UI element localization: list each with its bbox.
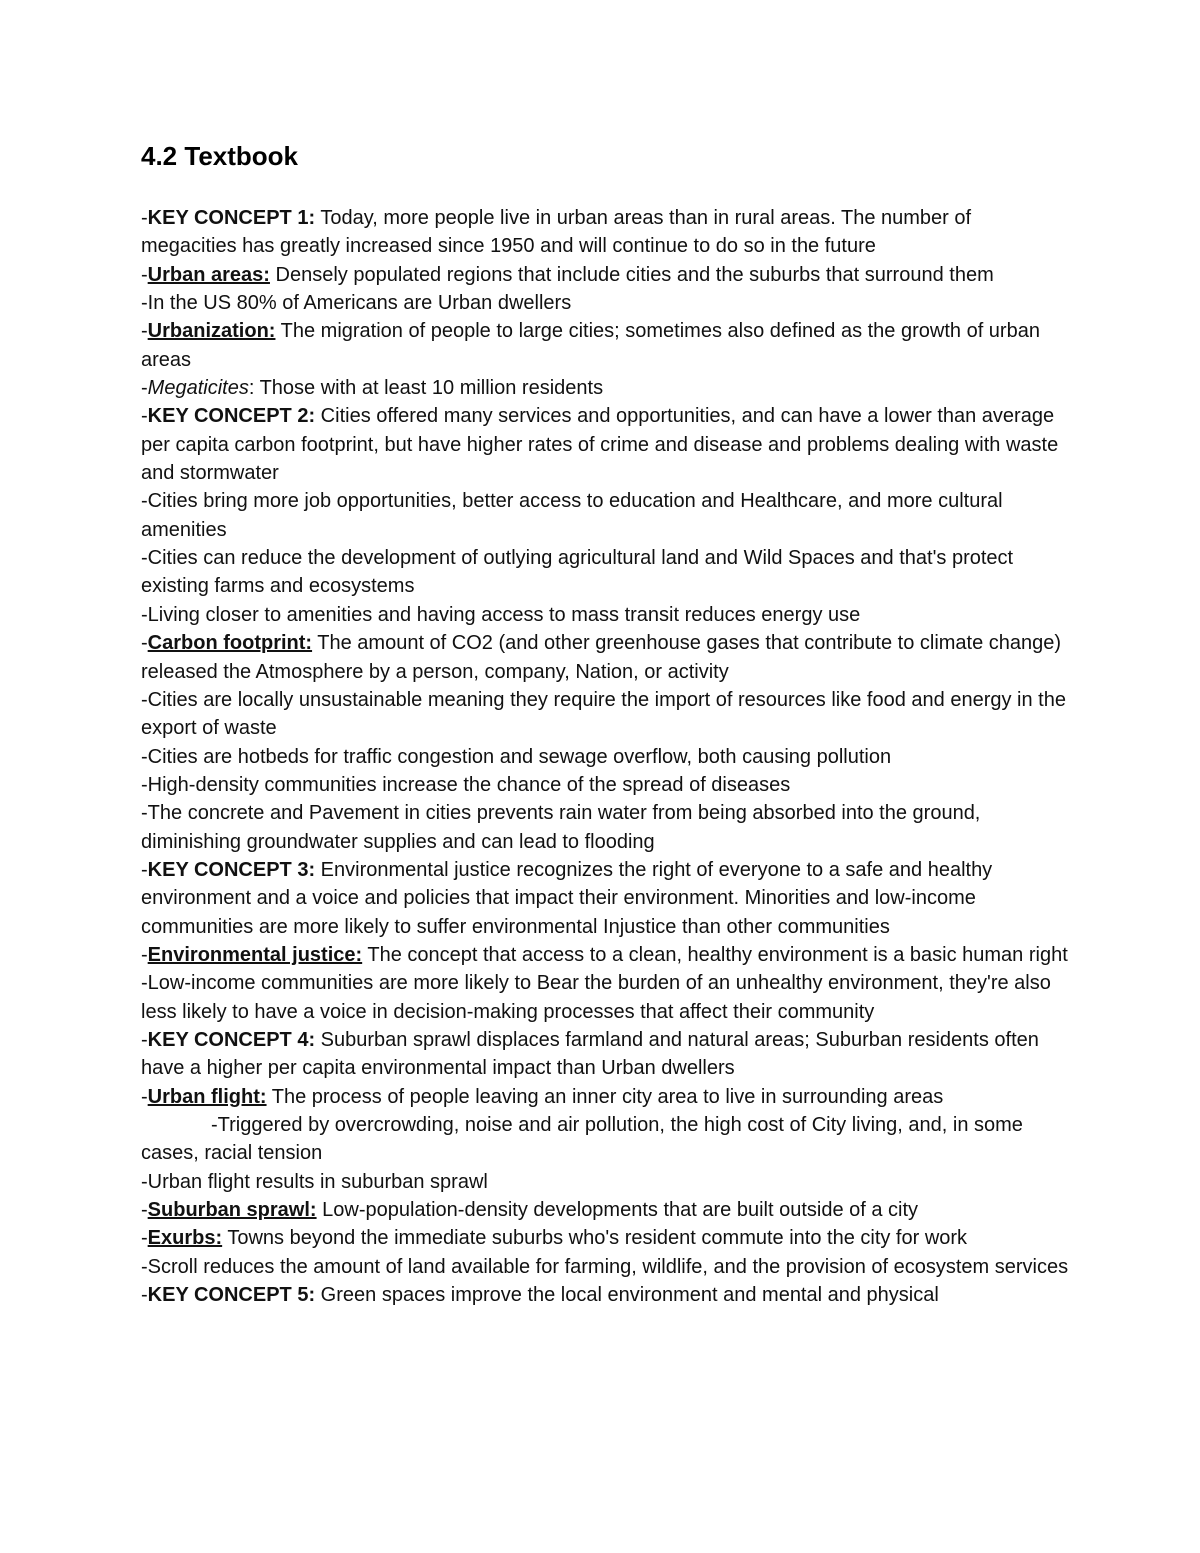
note-line bbox=[141, 686, 1071, 743]
note-line bbox=[141, 629, 1071, 686]
line-text: Suburban sprawl displaces farmland and natural areas; Suburban residents often have a higher per capita environmental impact than Urban dwellers bbox=[141, 1028, 1039, 1080]
line-text: Cities are hotbeds for traffic congestion and sewage overflow, both causing pollution bbox=[147, 745, 892, 768]
line-dash: - bbox=[141, 802, 148, 825]
line-text: Low-population-density developments that are built outside of a city bbox=[316, 1199, 919, 1222]
vocab-term: Environmental justice: bbox=[147, 943, 363, 966]
line-dash: - bbox=[141, 547, 148, 570]
line-dash: - bbox=[141, 632, 148, 655]
line-text: The concrete and Pavement in cities prevents rain water from being absorbed into the ground, diminishing groundwater supplies and can lead to flooding bbox=[141, 802, 981, 853]
line-dash: - bbox=[141, 773, 148, 796]
line-dash: - bbox=[141, 207, 148, 229]
line-dash: - bbox=[141, 943, 148, 966]
note-line bbox=[141, 969, 1071, 1026]
line-dash: - bbox=[141, 292, 148, 315]
note-line bbox=[141, 1111, 1071, 1168]
note-line bbox=[141, 204, 1071, 261]
note-line bbox=[141, 771, 1071, 799]
line-text: The amount of CO2 (and other greenhouse gases that contribute to climate change) released the Atmosphere by a person, company, Nation, or activity bbox=[141, 632, 1062, 683]
line-text: Cities offered many services and opportunities, and can have a lower than average per capita carbon footprint, but have higher rates of crime and disease and problems dealing with waste and stormwater bbox=[141, 405, 1059, 485]
key-concept-label: KEY CONCEPT 4: bbox=[147, 1028, 316, 1051]
note-line bbox=[141, 1253, 1071, 1281]
line-text: Today, more people live in urban areas than in rural areas. The number of megacities has greatly increased since 1950 and will continue to do so in the future bbox=[141, 207, 972, 258]
line-dash: - bbox=[141, 405, 148, 428]
italic-term: Megaticites bbox=[147, 377, 249, 400]
note-line bbox=[141, 941, 1071, 969]
key-concept-label: KEY CONCEPT 1: bbox=[147, 207, 316, 229]
line-text: Low-income communities are more likely to Bear the burden of an unhealthy environment, they're also less likely to have a voice in decision-making processes that affect their community bbox=[141, 972, 1051, 1023]
document-body bbox=[141, 204, 1071, 1309]
note-line bbox=[141, 856, 1071, 941]
line-dash: - bbox=[141, 320, 148, 343]
line-dash: - bbox=[141, 1227, 148, 1250]
line-text: Triggered by overcrowding, noise and air pollution, the high cost of City living, and, in some cases, racial tension bbox=[141, 1114, 1023, 1165]
line-text: The migration of people to large cities; sometimes also defined as the growth of urban areas bbox=[141, 320, 1040, 371]
line-text: Environmental justice recognizes the right of everyone to a safe and healthy environment and a voice and policies that impact their environment. Minorities and low-income communities are more likely to suffer environmental Injustice than other communities bbox=[141, 858, 993, 938]
note-line bbox=[141, 261, 1071, 289]
key-concept-label: KEY CONCEPT 2: bbox=[147, 405, 316, 428]
line-text: Urban flight results in suburban sprawl bbox=[147, 1170, 488, 1193]
line-text: Densely populated regions that include cities and the suburbs that surround them bbox=[269, 263, 994, 286]
note-line bbox=[141, 289, 1071, 317]
vocab-term: Suburban sprawl: bbox=[147, 1199, 317, 1222]
line-text: Cities bring more job opportunities, better access to education and Healthcare, and more cultural amenities bbox=[141, 490, 1003, 541]
line-dash: - bbox=[141, 377, 148, 400]
line-text: High-density communities increase the chance of the spread of diseases bbox=[147, 773, 791, 796]
key-concept-label: KEY CONCEPT 5: bbox=[147, 1284, 316, 1307]
line-text: Living closer to amenities and having access to mass transit reduces energy use bbox=[147, 603, 861, 626]
line-text: Scroll reduces the amount of land available for farming, wildlife, and the provision of ecosystem services bbox=[147, 1255, 1069, 1278]
line-dash: - bbox=[141, 858, 148, 881]
note-line bbox=[141, 601, 1071, 629]
line-dash: - bbox=[141, 603, 148, 626]
line-text: In the US 80% of Americans are Urban dwellers bbox=[147, 292, 572, 315]
line-text: The concept that access to a clean, healthy environment is a basic human right bbox=[362, 943, 1068, 966]
line-dash: - bbox=[141, 1255, 148, 1278]
vocab-term: Urbanization: bbox=[147, 320, 276, 343]
line-text: Towns beyond the immediate suburbs who's resident commute into the city for work bbox=[222, 1227, 968, 1250]
vocab-term: Carbon footprint: bbox=[147, 632, 313, 655]
line-dash: - bbox=[211, 1114, 218, 1136]
note-line bbox=[141, 1026, 1071, 1083]
note-line bbox=[141, 374, 1071, 402]
note-line bbox=[141, 402, 1071, 487]
line-dash: - bbox=[141, 490, 148, 513]
line-dash: - bbox=[141, 1199, 148, 1222]
line-dash: - bbox=[141, 972, 148, 995]
line-text: Green spaces improve the local environment and mental and physical bbox=[315, 1284, 939, 1307]
vocab-term: Exurbs: bbox=[147, 1227, 223, 1250]
note-line bbox=[141, 1196, 1071, 1224]
key-concept-label: KEY CONCEPT 3: bbox=[147, 858, 316, 881]
note-line bbox=[141, 1224, 1071, 1252]
line-dash: - bbox=[141, 1284, 148, 1307]
line-text: The process of people leaving an inner city area to live in surrounding areas bbox=[266, 1085, 944, 1108]
line-dash: - bbox=[141, 688, 148, 711]
line-text: Cities are locally unsustainable meaning they require the import of resources like food and energy in the export of waste bbox=[141, 688, 1066, 740]
note-line bbox=[141, 743, 1071, 771]
note-line bbox=[141, 487, 1071, 544]
vocab-term: Urban areas: bbox=[147, 263, 270, 286]
line-dash: - bbox=[141, 745, 148, 768]
note-line bbox=[141, 544, 1071, 601]
line-dash: - bbox=[141, 1028, 148, 1051]
note-line bbox=[141, 799, 1071, 856]
line-dash: - bbox=[141, 1085, 148, 1108]
note-line bbox=[141, 1168, 1071, 1196]
note-line bbox=[141, 1083, 1071, 1111]
line-text: Cities can reduce the development of outlying agricultural land and Wild Spaces and that's protect existing farms and ecosystems bbox=[141, 547, 1014, 598]
note-line bbox=[141, 317, 1071, 374]
line-dash: - bbox=[141, 263, 148, 286]
line-dash: - bbox=[141, 1170, 148, 1193]
vocab-term: Urban flight: bbox=[147, 1085, 267, 1108]
note-line bbox=[141, 1281, 1071, 1309]
line-text: : Those with at least 10 million residents bbox=[248, 377, 604, 400]
document-title: 4.2 Textbook bbox=[141, 141, 299, 171]
